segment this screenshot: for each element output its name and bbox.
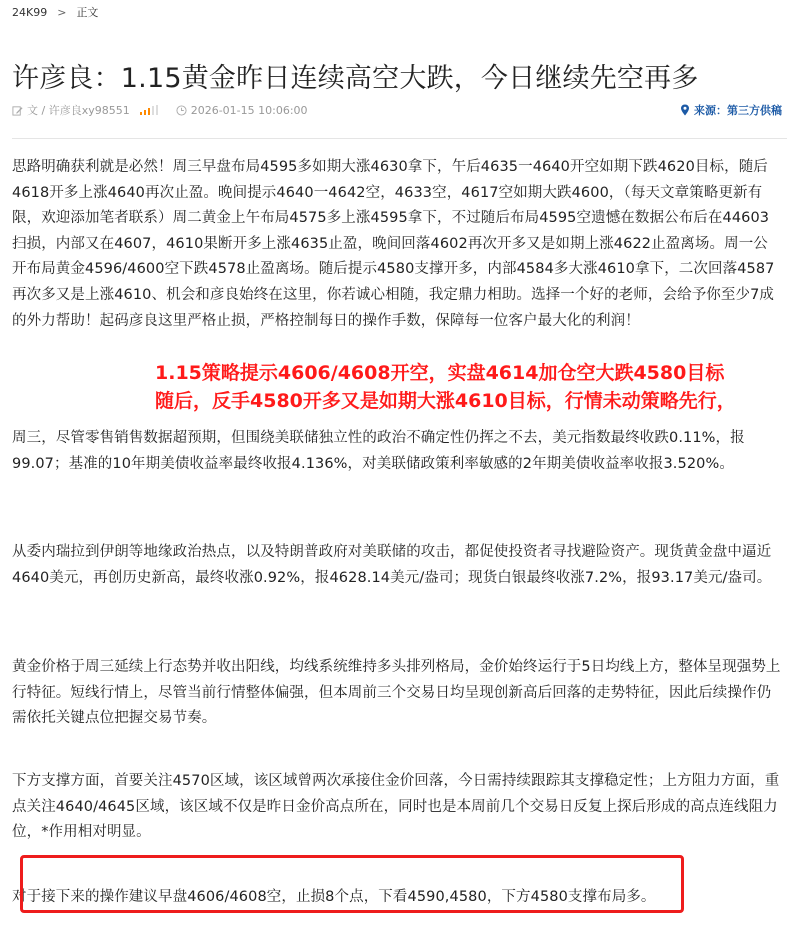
edit-icon (12, 105, 23, 116)
author-link[interactable]: 文 / 许彦良xy98551 (27, 104, 130, 117)
highlight-box (20, 855, 684, 913)
source-label: 来源：第三方供稿 (694, 104, 782, 117)
author-info (12, 102, 130, 118)
annotation-strategy-line-1: 1.15策略提示4606/4608开空，实盘4614加仓空大跌4580目标 (155, 362, 725, 384)
breadcrumb-separator: > (57, 5, 67, 19)
header-divider (12, 138, 787, 139)
breadcrumb-home-link[interactable]: 24K99 (12, 5, 48, 19)
article-paragraph: 从委内瑞拉到伊朗等地缘政治热点，以及特朗普政府对美联储的攻击，都促使投资者寻找避险资产。现货黄金盘中逼近4640美元，再创历史新高，最终收涨0.92%，报4628.14美元/盎司；现货白银最终收涨7.2%，报93.17美元/盎司。 (12, 544, 772, 586)
article-meta (12, 101, 782, 119)
article-paragraph: 思路明确获利就是必然！周三早盘布局4595多如期大涨4630拿下，午后4635一4640开空如期下跌4620目标，随后4618开多上涨4640再次止盈。晚间提示4640一4642空，4633空，4617空如期大跌4600，（每天文章策略更新有限，欢迎添加笔者联系）周二黄金上午布局4575多上涨4595拿下，不过随后布局4595空遗憾在数据公布后在44603扫损，内部又在4607，4610果断开多上涨4635止盈，晚间回落4602再次开多又是如期上涨4622止盈离场。周一公开布局黄金4596/4600空下跌4578止盈离场。随后提示4580支撑开多，内部4584多大涨4610拿下，二次回落4587再次多又是上涨4610、机会和彦良始终在这里，你若诚心相随，我定鼎力相助。选择一个好的老师，会给予你至少7成的外力帮助！起码彦良这里严格止损，严格控制每日的操作手数，保障每一位客户最大化的利润！ (12, 159, 775, 329)
article-title: 许彦良：1.15黄金昨日连续高空大跌，今日继续先空再多 (12, 63, 699, 95)
publish-date: 2026-01-15 10:06:00 (190, 103, 308, 117)
publish-time (176, 104, 308, 117)
signal-bars-icon (140, 105, 158, 115)
article-paragraph: 周三，尽管零售销售数据超预期，但围绕美联储独立性的政治不确定性仍挥之不去，美元指数最终收跌0.11%，报99.07；基准的10年期美债收益率最终收报4.136%，对美联储政策利率敏感的2年期美债收益率收报3.520%。 (12, 430, 745, 472)
article-source (680, 102, 782, 118)
clock-icon (176, 105, 187, 116)
location-pin-icon (680, 104, 690, 116)
breadcrumb (12, 4, 98, 20)
article-paragraph-advice: 对于接下来的操作建议早盘4606/4608空，止损8个点，下看4590,4580，下方4580支撑布局多。 (12, 889, 656, 905)
article-paragraph: 下方支撑方面，首要关注4570区域，该区域曾两次承接住金价回落，今日需持续跟踪其支撑稳定性；上方阻力方面，重点关注4640/4645区域，该区域不仅是昨日金价高点所在，同时也是本周前几个交易日反复上探后形成的高点连线阻力位，*作用相对明显。 (12, 773, 780, 841)
breadcrumb-current: 正文 (76, 6, 99, 19)
article-paragraph: 黄金价格于周三延续上行态势并收出阳线，均线系统维持多头排列格局，金价始终运行于5日均线上方，整体呈现强势上行特征。短线行情上，尽管当前行情整体偏强，但本周前三个交易日均呈现创新高后回落的走势特征，因此后续操作仍需依托关键点位把握交易节奏。 (12, 659, 781, 727)
annotation-strategy-line-2: 随后，反手4580开多又是如期大涨4610目标，行情未动策略先行， (155, 390, 736, 412)
